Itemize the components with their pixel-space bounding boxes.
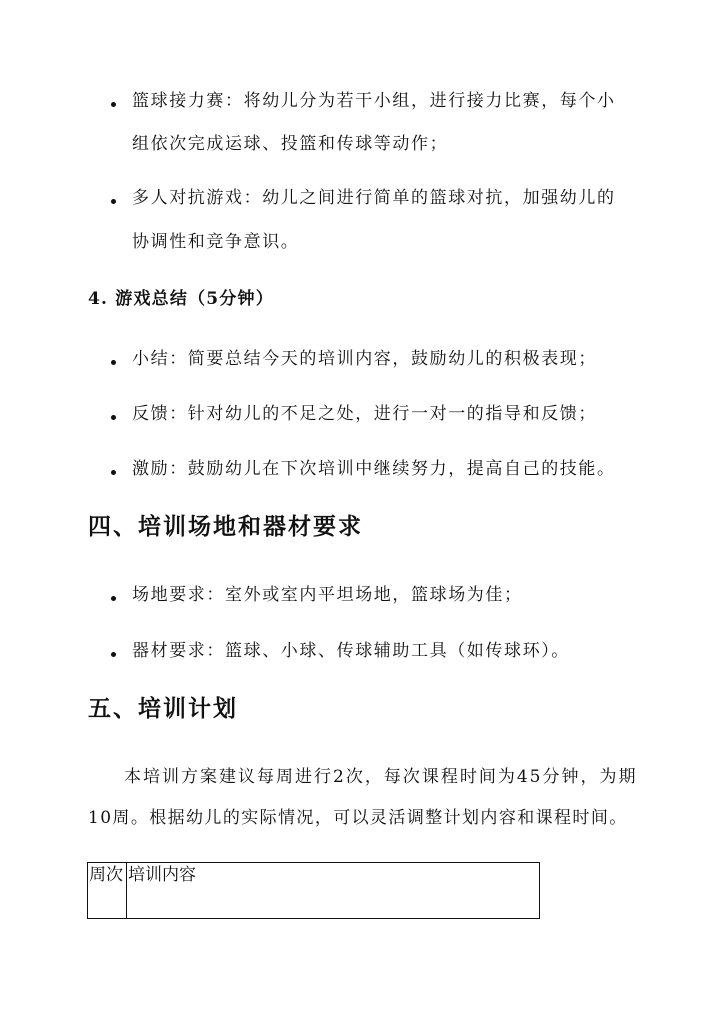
bullet-text-line: 组依次完成运球、投篮和传球等动作； (132, 134, 449, 154)
bullet-text-line: 反馈：针对幼儿的不足之处，进行一对一的指导和反馈； (132, 404, 597, 424)
table-header-week: 周次 (88, 863, 127, 919)
section-five-heading: 五、培训计划 (88, 695, 238, 722)
bullet-text-line: 器材要求：篮球、小球、传球辅助工具（如传球环）。 (132, 641, 570, 661)
bullet-dot (111, 102, 116, 107)
bullet-dot (111, 470, 116, 475)
bullet-dot (111, 199, 116, 204)
plan-paragraph-line: 本培训方案建议每周进行2次，每次课程时间为45分钟，为期 (124, 767, 638, 787)
bullet-dot (111, 652, 116, 657)
summary-heading: 4. 游戏总结（5分钟） (88, 289, 274, 309)
bullet-text-line: 激励：鼓励幼儿在下次培训中继续努力，提高自己的技能。 (132, 459, 616, 479)
bullet-dot (111, 596, 116, 601)
table-header-row (88, 863, 540, 919)
bullet-dot (111, 360, 116, 365)
plan-table (87, 862, 540, 919)
bullet-text-line: 多人对抗游戏：幼儿之间进行简单的篮球对抗，加强幼儿的 (132, 188, 616, 208)
bullet-dot (111, 415, 116, 420)
bullet-text-line: 场地要求：室外或室内平坦场地，篮球场为佳； (132, 585, 523, 605)
table-header-content: 培训内容 (127, 863, 540, 919)
section-four-heading: 四、培训场地和器材要求 (88, 513, 363, 540)
plan-paragraph-line: 10周。根据幼儿的实际情况，可以灵活调整计划内容和课程时间。 (88, 808, 628, 828)
bullet-text-line: 协调性和竞争意识。 (132, 232, 300, 252)
bullet-text-line: 篮球接力赛：将幼儿分为若干小组，进行接力比赛，每个小 (132, 91, 616, 111)
bullet-text-line: 小结：简要总结今天的培训内容，鼓励幼儿的积极表现； (132, 349, 597, 369)
